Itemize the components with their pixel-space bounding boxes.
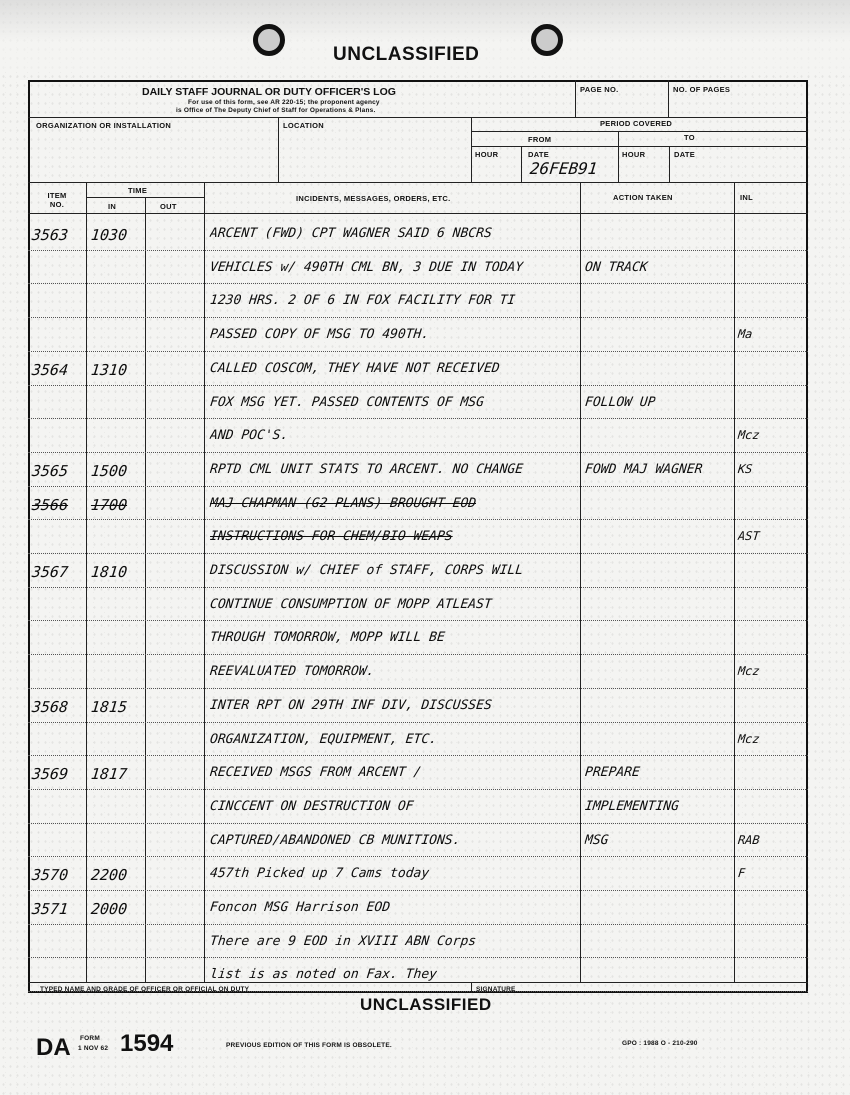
time-in: 1310 (90, 360, 129, 379)
item-number: 3564 (31, 360, 70, 379)
form-number: 1594 (120, 1030, 174, 1057)
initials: AST (737, 529, 761, 544)
time-in: 1700 (90, 495, 129, 514)
hour-date-divider-1 (521, 146, 522, 182)
row-rule (28, 755, 808, 756)
log-entry-text: THROUGH TOMORROW, MOPP WILL BE (209, 630, 446, 646)
log-entry-text: CONTINUE CONSUMPTION OF MOPP ATLEAST (209, 596, 493, 612)
initials: KS (737, 461, 754, 476)
row-rule (28, 587, 808, 588)
from-date-value: 26FEB91 (529, 159, 599, 178)
row-rule (28, 789, 808, 790)
to-label: TO (684, 133, 695, 142)
log-entry-text: CINCCENT ON DESTRUCTION OF (209, 798, 415, 814)
initials: Ma (737, 327, 754, 342)
col-item-divider (86, 182, 87, 982)
row-rule (28, 823, 808, 824)
log-entry-text: FOX MSG YET. PASSED CONTENTS OF MSG (209, 394, 485, 410)
col-in-divider (145, 197, 146, 982)
log-entry-text: RECEIVED MSGS FROM ARCENT / (209, 765, 423, 781)
log-entry-text: CAPTURED/ABANDONED CB MUNITIONS. (209, 832, 462, 848)
log-entry-text: 457th Picked up 7 Cams today (209, 866, 430, 882)
time-in: 1500 (90, 461, 129, 480)
typed-name-label: TYPED NAME AND GRADE OF OFFICER OR OFFICIAL ON DUTY (40, 986, 250, 993)
item-number: 3563 (31, 226, 70, 244)
location-divider (471, 117, 472, 182)
time-in: 1817 (90, 765, 129, 784)
log-entry-text: INSTRUCTIONS FOR CHEM/BIO WEAPS (209, 529, 454, 545)
page-no-label: PAGE NO. (580, 85, 619, 94)
period-line (471, 131, 808, 132)
time-label: TIME (128, 186, 148, 195)
row-rule (28, 688, 808, 689)
item-number: 3568 (31, 697, 70, 716)
time-out-label: OUT (160, 202, 177, 211)
log-entry-text: There are 9 EOD in XVIII ABN Corps (209, 933, 477, 949)
initials: Mcz (737, 731, 761, 746)
signature-divider (471, 982, 472, 993)
header-line-1 (28, 117, 808, 118)
footer-line (28, 982, 808, 983)
hole-punch-left (253, 24, 285, 56)
log-entry-text: RPTD CML UNIT STATS TO ARCENT. NO CHANGE (209, 461, 524, 477)
action-taken: PREPARE (584, 765, 641, 781)
incidents-label: INCIDENTS, MESSAGES, ORDERS, ETC. (296, 194, 451, 203)
item-number: 3565 (31, 461, 70, 480)
form-word: FORM (80, 1035, 100, 1042)
form-id: DA (36, 1034, 71, 1061)
row-rule (28, 924, 808, 925)
previous-edition-note: PREVIOUS EDITION OF THIS FORM IS OBSOLETE. (226, 1042, 392, 1049)
row-rule (28, 654, 808, 655)
initials: Mcz (737, 428, 761, 443)
row-rule (28, 957, 808, 958)
log-entry-text: INTER RPT ON 29TH INF DIV, DISCUSSES (209, 697, 493, 713)
form-subtitle-2: is Office of The Deputy Chief of Staff for Operations & Plans. (176, 107, 376, 114)
classification-top: UNCLASSIFIED (333, 44, 480, 65)
row-rule (28, 553, 808, 554)
initials: RAB (737, 832, 761, 847)
log-entry-text: DISCUSSION w/ CHIEF of STAFF, CORPS WILL (209, 563, 524, 578)
from-hour-label: HOUR (475, 150, 499, 159)
row-rule (28, 722, 808, 723)
row-rule (28, 856, 808, 857)
log-entry-text: ORGANIZATION, EQUIPMENT, ETC. (209, 731, 438, 747)
hour-date-divider-2 (669, 146, 670, 182)
action-taken: ON TRACK (584, 259, 649, 275)
log-entry-text: list is as noted on Fax. They (209, 967, 438, 983)
form-date: 1 NOV 62 (78, 1045, 109, 1052)
time-in: 1815 (90, 697, 129, 716)
from-date-label: DATE (528, 150, 550, 159)
col-out-divider (204, 182, 205, 982)
from-to-divider (618, 131, 619, 182)
classification-bottom: UNCLASSIFIED (360, 995, 492, 1014)
time-in: 2200 (90, 866, 129, 885)
gpo-notice: GPO : 1988 O - 210-290 (622, 1040, 698, 1047)
from-label: FROM (528, 135, 552, 144)
action-taken: FOLLOW UP (584, 394, 657, 410)
organization-label: ORGANIZATION OR INSTALLATION (36, 121, 172, 130)
row-rule (28, 452, 808, 453)
header-line-2 (28, 182, 808, 183)
col-incidents-divider (580, 182, 581, 982)
log-entry-text: AND POC'S. (209, 428, 290, 444)
time-in-label: IN (108, 202, 117, 211)
row-rule (28, 351, 808, 352)
initials: Mcz (737, 664, 761, 679)
form-title: DAILY STAFF JOURNAL OR DUTY OFFICER'S LOG (142, 86, 396, 98)
row-rule (28, 418, 808, 419)
row-rule (28, 283, 808, 284)
to-date-label: DATE (674, 150, 696, 159)
initials: F (737, 866, 746, 881)
log-entry-text: ARCENT (FWD) CPT WAGNER SAID 6 NBCRS (209, 226, 493, 241)
row-rule (28, 250, 808, 251)
row-rule (28, 890, 808, 891)
action-taken: FOWD MAJ WAGNER (584, 461, 704, 477)
item-no-label: ITEM NO. (47, 191, 67, 209)
time-in: 1810 (90, 563, 129, 581)
log-entry-text: MAJ CHAPMAN (G2 PLANS) BROUGHT EOD (209, 495, 477, 511)
log-entry-text: REEVALUATED TOMORROW. (209, 664, 376, 680)
location-label: LOCATION (283, 121, 325, 130)
row-rule (28, 620, 808, 621)
row-rule (28, 486, 808, 487)
pages-divider (668, 80, 669, 117)
item-number: 3570 (31, 866, 70, 885)
inl-label: INL (740, 193, 753, 202)
action-taken: MSG (584, 832, 610, 848)
item-number: 3571 (31, 900, 70, 918)
log-entry-text: 1230 HRS. 2 OF 6 IN FOX FACILITY FOR TI (209, 293, 517, 309)
action-taken: IMPLEMENTING (584, 798, 680, 814)
no-of-pages-label: NO. OF PAGES (673, 85, 731, 94)
form-subtitle-1: For use of this form, see AR 220-15; the proponent agency (188, 99, 380, 106)
row-rule (28, 385, 808, 386)
hole-punch-right (531, 24, 563, 56)
row-rule (28, 519, 808, 520)
log-entry-text: CALLED COSCOM, THEY HAVE NOT RECEIVED (209, 360, 501, 376)
item-number: 3567 (31, 563, 70, 581)
page-no-divider (575, 80, 576, 117)
time-in: 2000 (90, 900, 129, 918)
period-covered-label: PERIOD COVERED (600, 119, 673, 128)
time-in: 1030 (90, 226, 129, 244)
log-entry-text: PASSED COPY OF MSG TO 490TH. (209, 327, 430, 343)
action-label: ACTION TAKEN (613, 193, 673, 202)
col-action-divider (734, 182, 735, 982)
to-hour-label: HOUR (622, 150, 646, 159)
item-number: 3569 (31, 765, 70, 784)
signature-label: SIGNATURE (476, 986, 516, 993)
row-rule (28, 317, 808, 318)
item-number: 3566 (31, 495, 70, 514)
log-entry-text: Foncon MSG Harrison EOD (209, 900, 391, 915)
org-divider (278, 117, 279, 182)
log-entry-text: VEHICLES w/ 490TH CML BN, 3 DUE IN TODAY (209, 259, 524, 275)
